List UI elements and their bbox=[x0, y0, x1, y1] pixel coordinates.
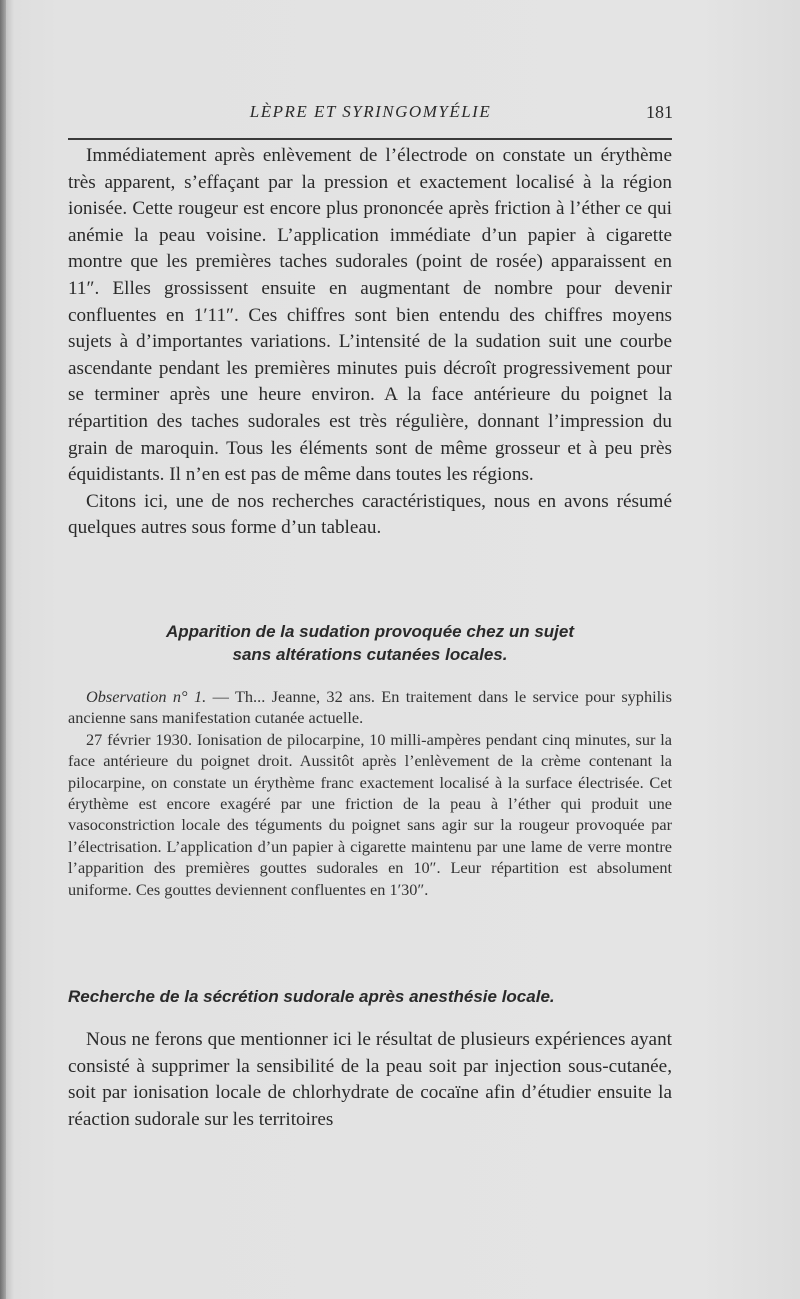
header-rule bbox=[68, 138, 672, 140]
section-heading-sudation bbox=[68, 620, 672, 666]
closing-text bbox=[68, 1027, 672, 1133]
paragraph: Citons ici, une de nos recherches caractéristiques, nous en avons résumé quelques autres sous forme d’un tableau. bbox=[68, 490, 672, 539]
observation-label: Observation n° 1. bbox=[86, 687, 207, 706]
observation-paragraph bbox=[68, 686, 672, 729]
section-heading-line: sans altérations cutanées locales. bbox=[232, 645, 508, 664]
observation-block bbox=[68, 686, 672, 900]
section-heading-line: Apparition de la sudation provoquée chez un sujet bbox=[165, 622, 575, 641]
page-number: 181 bbox=[646, 102, 673, 122]
paragraph: Nous ne ferons que mentionner ici le résultat de plusieurs expériences ayant consisté à supprimer la sensibilité de la peau soit par injection sous-cutanée, soit par ionisation locale de chlorhydrate de cocaïne afin d’étudier ensuite la réaction sudorale sur les territoires bbox=[68, 1029, 672, 1130]
page-spine-shadow bbox=[0, 0, 6, 1299]
running-title: LÈPRE ET SYRINGOMYÉLIE bbox=[249, 102, 492, 121]
page-header bbox=[68, 100, 673, 128]
section-heading-anesthesie: Recherche de la sécrétion sudorale après anesthésie locale. bbox=[68, 987, 555, 1006]
intro-text bbox=[68, 143, 672, 542]
observation-text: — Th... Jeanne, 32 ans. En traitement dans le service pour syphilis ancienne sans manifestation cutanée actuelle. bbox=[68, 687, 672, 728]
paragraph: Immédiatement après enlèvement de l’électrode on constate un érythème très apparent, s’effaçant par la pression et exactement localisé à la région ionisée. Cette rougeur est encore plus prononcée après friction à l’éther ce qui anémie la peau voisine. L’application immédiate d’un papier à cigarette montre que les premières taches sudorales (point de rosée) apparaissent en 11″. Elles grossissent ensuite en augmentant de nombre pour devenir confluentes en 1′11″. Ces chiffres sont bien entendu des chiffres moyens sujets à d’importantes variations. L’intensité de la sudation suit une courbe ascendante pendant les premières minutes puis décroît progressivement pour se terminer après une heure environ. A la face antérieure du poignet la répartition des taches sudorales est très régulière, donnant l’impression du grain de maroquin. Tous les éléments sont de même grosseur et à peu près équidistants. Il n’en est pas de même dans toutes les régions. bbox=[68, 145, 672, 486]
observation-paragraph: 27 février 1930. Ionisation de pilocarpine, 10 milli-ampères pendant cinq minutes, sur la face antérieure du poignet droit. Aussitôt après l’enlèvement de la crème contenant la pilocarpine, on constate un érythème franc exactement localisé à la surface électrisée. Cet érythème est encore exagéré par une friction de la peau à l’éther qui produit une vasoconstriction locale des téguments du poignet sans agir sur la rougeur provoquée par l’électrisation. L’application d’un papier à cigarette maintenu par une lame de verre montre l’apparition des premières gouttes sudorales en 10″. Leur répartition est absolument uniforme. Ces gouttes deviennent confluentes en 1′30″. bbox=[68, 729, 672, 899]
